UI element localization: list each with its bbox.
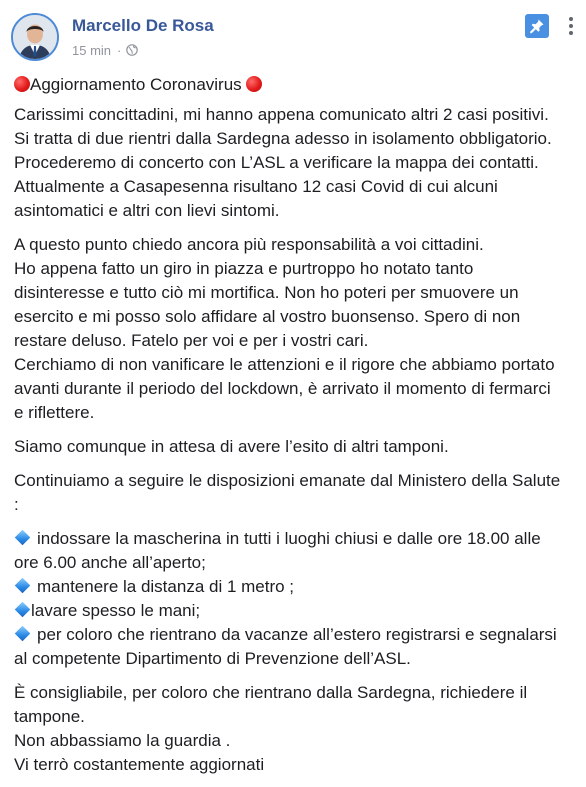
avatar-photo xyxy=(13,15,57,59)
more-options-icon[interactable] xyxy=(561,14,581,38)
bullet-list xyxy=(14,527,580,671)
bullet-item xyxy=(14,625,557,668)
post-paragraph: A questo punto chiedo ancora più responsabilità a voi cittadini. Ho appena fatto un giro in piazza e purtroppo ho notato tanto disinteresse e tutto ciò mi mortifica. Non ho poteri per smuovere un esercito e mi posso solo affidare al vostro buonsenso. Spero di non restare deluso. Fatelo per voi e per i vostri cari. Cerchiamo di non vanificare le attenzioni e il rigore che abbiamo portato avanti durante il periodo del lockdown, è arrivato il momento di fermarci e riflettere. xyxy=(14,235,555,422)
post-timestamp[interactable]: 15 min xyxy=(72,42,112,58)
post-paragraph: Continuiamo a seguire le disposizioni emanate dal Ministero della Salute : xyxy=(14,471,561,514)
bullet-text: lavare spesso le mani; xyxy=(31,601,201,620)
bullet-text: per coloro che rientrano da vacanze all’estero registrarsi e segnalarsi al competente Dipartimento di Prevenzione dell’ASL. xyxy=(14,625,557,668)
more-dot xyxy=(569,31,573,35)
bullet-item xyxy=(14,577,294,596)
post-body xyxy=(14,73,580,787)
globe-icon[interactable] xyxy=(126,44,138,56)
post-paragraph: Carissimi concittadini, mi hanno appena comunicato altri 2 casi positivi. Si tratta di due rientri dalla Sardegna adesso in isolamento obbligatorio. Procederemo di concerto con L’ASL a verificare la mappa dei contatti. Attualmente a Casapesenna risultano 12 casi Covid di cui alcuni asintomatici e altri con lievi sintomi. xyxy=(14,105,552,220)
blue-diamond-icon xyxy=(15,626,31,642)
more-dot xyxy=(569,17,573,21)
post-header xyxy=(0,0,586,70)
blue-diamond-icon xyxy=(15,530,31,546)
red-circle-icon xyxy=(246,76,262,92)
meta-separator: · xyxy=(117,42,122,58)
bullet-item xyxy=(14,601,200,620)
post-paragraph: Siamo comunque in attesa di avere l’esito di altri tamponi. xyxy=(14,437,449,456)
post-meta xyxy=(72,42,138,58)
red-circle-icon xyxy=(14,76,30,92)
more-dot xyxy=(569,24,573,28)
bullet-item xyxy=(14,529,541,572)
bullet-text: indossare la mascherina in tutti i luoghi chiusi e dalle ore 18.00 alle ore 6.00 anche all’aperto; xyxy=(14,529,541,572)
author-name[interactable]: Marcello De Rosa xyxy=(72,16,214,35)
pin-icon[interactable] xyxy=(525,14,549,38)
post-closing: È consigliabile, per coloro che rientrano dalla Sardegna, richiedere il tampone. Non abbassiamo la guardia . Vi terrò costantemente aggiornati xyxy=(14,683,528,774)
post-headline: Aggiornamento Coronavirus xyxy=(30,75,242,94)
blue-diamond-icon xyxy=(15,602,31,618)
blue-diamond-icon xyxy=(15,578,31,594)
post-headline-line xyxy=(14,73,580,97)
author-avatar[interactable] xyxy=(11,13,59,61)
bullet-text: mantenere la distanza di 1 metro ; xyxy=(37,577,295,596)
